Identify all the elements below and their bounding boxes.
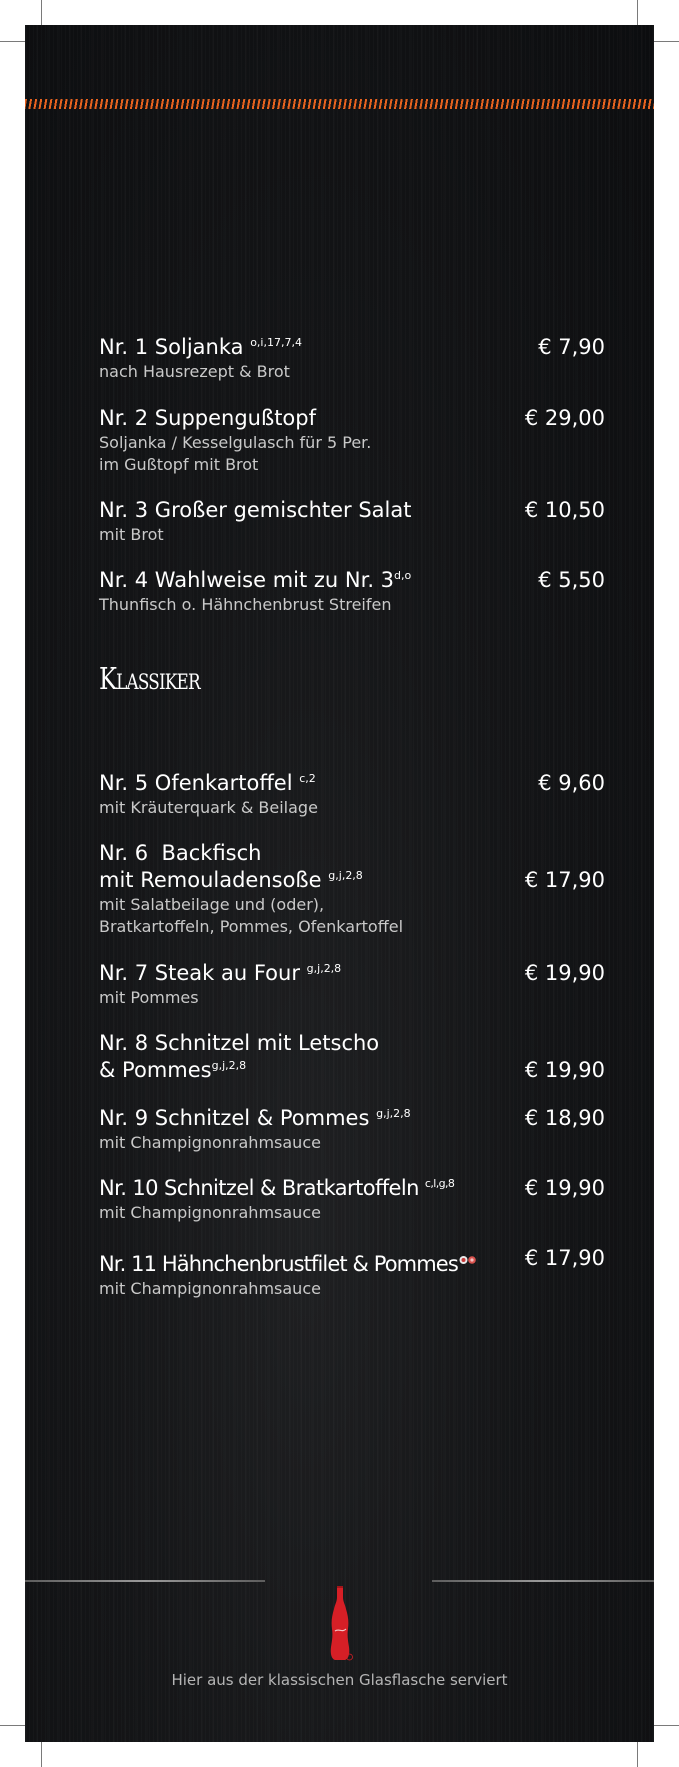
- item-price: € 19,90: [524, 961, 605, 985]
- item-price: € 9,60: [538, 771, 605, 795]
- item-price: € 17,90: [524, 868, 605, 892]
- menu-page: [25, 25, 654, 1742]
- item-name: Nr. 5 Ofenkartoffel $^{c,2}$: [99, 771, 316, 795]
- footer-note: Hier aus der klassischen Glasflasche serviert: [171, 1671, 508, 1689]
- item-price: € 29,00: [524, 406, 605, 430]
- item-description: mit Champignonrahmsauce: [99, 1133, 321, 1152]
- item-name: Nr. 6 Backfisch: [99, 841, 262, 865]
- item-name: Nr. 8 Schnitzel mit Letscho: [99, 1031, 380, 1055]
- item-description: Thunfisch o. Hähnchenbrust Streifen: [99, 595, 392, 614]
- item-price: € 17,90: [524, 1246, 605, 1270]
- item-description: mit Kräuterquark & Beilage: [99, 798, 318, 817]
- footer-divider-right: [432, 1580, 654, 1582]
- item-name: Nr. 3 Großer gemischter Salat: [99, 498, 412, 522]
- menu-item-11: [99, 1245, 605, 1300]
- menu-item-6: [99, 840, 605, 938]
- item-name: Nr. 10 Schnitzel & Bratkartoffeln $^{c,l,g,8}$: [99, 1176, 455, 1200]
- allergen-dish-icon: [459, 1255, 477, 1265]
- item-description: mit Pommes: [99, 988, 199, 1007]
- item-price: € 19,90: [524, 1058, 605, 1082]
- item-name: Nr. 9 Schnitzel & Pommes $^{g,j,2,8}$: [99, 1106, 411, 1130]
- section-title-klassiker: Klassiker: [99, 662, 200, 697]
- item-description: mit Champignonrahmsauce: [99, 1279, 321, 1298]
- item-description: nach Hausrezept & Brot: [99, 362, 290, 381]
- menu-item-2: [99, 405, 605, 476]
- menu-item-4: [99, 567, 605, 616]
- item-name: Nr. 11 Hähnchenbrustfilet & Pommes: [99, 1245, 605, 1278]
- item-price: € 10,50: [524, 498, 605, 522]
- menu-item-3: [99, 497, 605, 546]
- item-description: mit Champignonrahmsauce: [99, 1203, 321, 1222]
- item-name: Nr. 2 Suppengußtopf: [99, 406, 317, 430]
- item-name: Nr. 4 Wahlweise mit zu Nr. 3$^{d,o}$: [99, 568, 412, 592]
- item-price: € 5,50: [538, 568, 605, 592]
- item-name: mit Remouladensoße $^{g,j,2,8}$: [99, 868, 363, 892]
- coca-cola-bottle-icon: [327, 1585, 353, 1661]
- item-price: € 7,90: [538, 335, 605, 359]
- menu-item-9: [99, 1105, 605, 1154]
- item-name: Nr. 7 Steak au Four $^{g,j,2,8}$: [99, 961, 342, 985]
- item-price: € 19,90: [524, 1176, 605, 1200]
- menu-item-10: [99, 1175, 605, 1224]
- item-description: Bratkartoffeln, Pommes, Ofenkartoffel: [99, 917, 404, 936]
- item-name: Nr. 1 Soljanka $^{o,i,17,7,4}$: [99, 335, 302, 359]
- item-description: mit Salatbeilage und (oder),: [99, 895, 325, 914]
- menu-item-8: [99, 1030, 605, 1084]
- orange-stripe-border: [25, 99, 654, 109]
- item-price: € 18,90: [524, 1106, 605, 1130]
- allergen-icons: [459, 1245, 477, 1272]
- item-description: mit Brot: [99, 525, 164, 544]
- menu-item-7: [99, 960, 605, 1009]
- menu-item-5: [99, 770, 605, 819]
- menu-item-1: [99, 334, 605, 383]
- item-name: & Pommes$^{g,j,2,8}$: [99, 1058, 247, 1082]
- item-description: Soljanka / Kesselgulasch für 5 Per.: [99, 433, 372, 452]
- item-description: im Gußtopf mit Brot: [99, 455, 259, 474]
- footer-divider-left: [25, 1580, 265, 1582]
